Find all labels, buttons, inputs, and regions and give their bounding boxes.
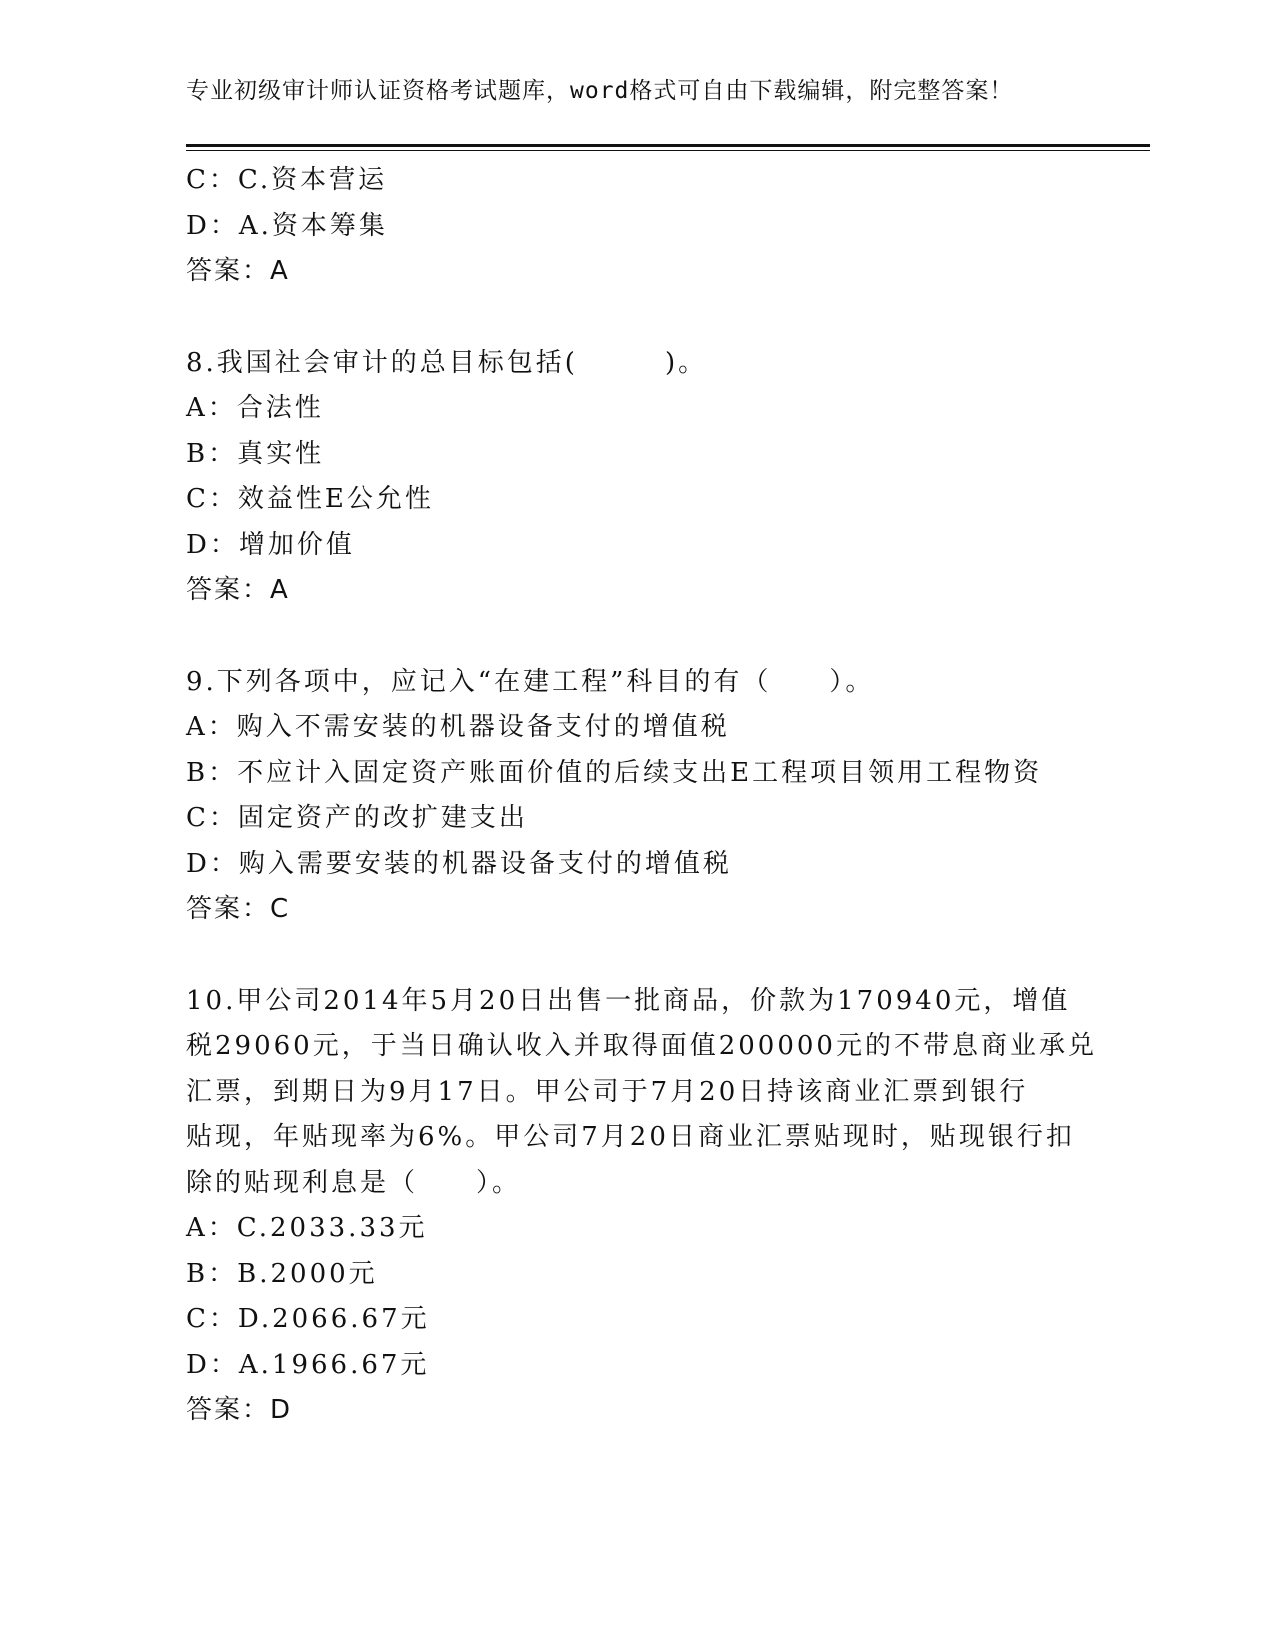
option-a: A：C.2033.33元 — [186, 1213, 428, 1243]
question-9 — [186, 660, 1086, 933]
question-stem-line: 除的贴现利息是（ ）。 — [186, 1167, 522, 1198]
option-c: C：固定资产的改扩建支出 — [186, 803, 528, 833]
option-d: D：增加价值 — [186, 529, 355, 560]
answer-line: 答案：D — [186, 1395, 293, 1425]
question-stem-line: 汇票，到期日为9月17日。甲公司于7月20日持该商业汇票到银行 — [186, 1076, 1029, 1107]
option-c: C：D.2066.67元 — [186, 1304, 430, 1334]
question-10 — [186, 979, 1097, 1434]
answer-line: 答案：A — [186, 256, 290, 286]
question-stem: 9.下列各项中，应记入“在建工程”科目的有（ ）。 — [186, 666, 875, 697]
partial-question — [186, 158, 1086, 295]
answer-line: 答案：A — [186, 575, 290, 605]
option-b: B：不应计入固定资产账面价值的后续支出E工程项目领用工程物资 — [186, 757, 1043, 788]
header-rule-thin — [186, 150, 1150, 151]
option-b: B：真实性 — [186, 438, 325, 469]
question-stem: 8.我国社会审计的总目标包括( )。 — [186, 347, 708, 378]
option-a: A：购入不需安装的机器设备支付的增值税 — [186, 712, 730, 742]
option-d: D：购入需要安装的机器设备支付的增值税 — [186, 848, 732, 879]
option-d: D：A.1966.67元 — [186, 1349, 430, 1380]
question-content — [186, 158, 1097, 1434]
option-a: A：合法性 — [186, 393, 324, 423]
question-stem-line: 10.甲公司2014年5月20日出售一批商品，价款为170940元，增值 — [186, 985, 1071, 1016]
question-stem-line: 贴现，年贴现率为6%。甲公司7月20日商业汇票贴现时，贴现银行扣 — [186, 1122, 1075, 1152]
question-stem-line: 税29060元，于当日确认收入并取得面值200000元的不带息商业承兑 — [186, 1031, 1097, 1061]
header-rule-thick — [186, 144, 1150, 147]
question-8 — [186, 341, 1086, 614]
option-b: B：B.2000元 — [186, 1258, 378, 1289]
answer-line: 答案：C — [186, 894, 291, 924]
option-c: C：效益性E公允性 — [186, 484, 434, 514]
option-d: D：A.资本筹集 — [186, 210, 388, 241]
page-header: 专业初级审计师认证资格考试题库，word格式可自由下载编辑，附完整答案！ — [186, 78, 1014, 104]
option-c: C：C.资本营运 — [186, 165, 388, 195]
